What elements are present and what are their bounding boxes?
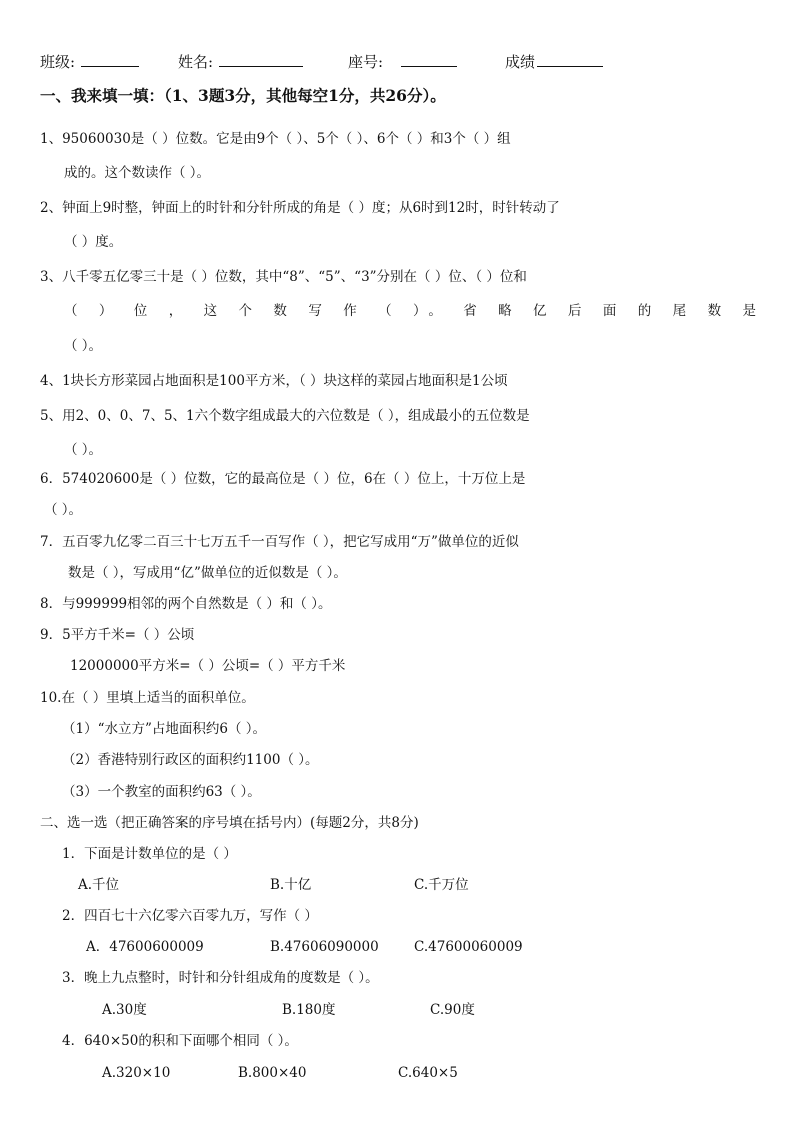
class-blank[interactable] (81, 52, 139, 67)
s2-q4-option-a: A.320×10 (102, 1065, 171, 1081)
q1-line1: 1、95060030是（ ）位数。它是由9个（ ）、5个（ ）、6个（ ）和3个（ ）组 (40, 131, 511, 147)
s2-q2-option-a: A．47600600009 (86, 939, 204, 955)
s2-q2-stem: 2．四百七十六亿零六百零九万，写作（ ） (62, 908, 318, 924)
s2-q1-option-b: B.十亿 (270, 877, 312, 893)
header-score (505, 52, 603, 71)
q8-line1: 8．与999999相邻的两个自然数是（ ）和（ ）。 (40, 596, 332, 612)
q10-line4: （3）一个教室的面积约63（ ）。 (62, 784, 261, 800)
q10-line2: （1）“水立方”占地面积约6（ ）。 (62, 721, 267, 737)
q5-line1: 5、用2、0、0、7、5、1六个数字组成最大的六位数是（ ），组成最小的五位数是 (40, 408, 530, 424)
class-label: 班级: (40, 53, 76, 71)
q2-line1: 2、钟面上9时整，钟面上的时针和分针所成的角是（ ）度；从6时到12时，时针转动了 (40, 200, 560, 216)
q6-line1: 6．574020600是（ ）位数，它的最高位是（ ）位，6在（ ）位上，十万位上是 (40, 471, 526, 487)
q10-line3: （2）香港特别行政区的面积约1100（ ）。 (62, 752, 319, 768)
s2-q3-option-a: A.30度 (102, 1002, 147, 1018)
name-blank[interactable] (219, 52, 303, 67)
s2-q4-option-b: B.800×40 (238, 1065, 307, 1081)
s2-q2-option-b: B.47606090000 (270, 939, 379, 955)
section1-title: 一、我来填一填：（1、3题3分，其他每空1分，共26分）。 (40, 86, 446, 105)
s2-q1-option-a: A.千位 (78, 877, 120, 893)
s2-q4-option-c: C.640×5 (398, 1065, 458, 1081)
header-class (40, 52, 139, 71)
s2-q3-option-b: B.180度 (282, 1002, 336, 1018)
header-name (178, 52, 303, 71)
s2-q3-stem: 3．晚上九点整时，时针和分针组成角的度数是（ ）。 (62, 970, 379, 986)
q7-line2: 数是（ ），写成用“亿”做单位的近似数是（ ）。 (68, 565, 347, 581)
q3-line2: （ ） 位 ， 这 个 数 写 作 （ ）。 省 略 亿 后 面 的 尾 数 是 (64, 303, 756, 319)
header-seat (348, 52, 457, 71)
section2-title: 二、选一选（把正确答案的序号填在括号内）(每题2分，共8分) (40, 815, 419, 831)
s2-q4-stem: 4．640×50的积和下面哪个相同（ ）。 (62, 1033, 298, 1049)
q2-line2: （ ）度。 (64, 234, 123, 250)
q10-line1: 10.在（ ）里填上适当的面积单位。 (40, 690, 255, 706)
q9-line2: 12000000平方米=（ ）公顷=（ ）平方千米 (70, 658, 346, 674)
q9-line1: 9．5平方千米=（ ）公顷 (40, 627, 195, 643)
q6-line2: （ ）。 (44, 502, 83, 518)
q3-line3: （ ）。 (64, 338, 103, 354)
seat-blank[interactable] (401, 52, 457, 67)
s2-q3-option-c: C.90度 (430, 1002, 475, 1018)
s2-q1-stem: 1．下面是计数单位的是（ ） (62, 846, 237, 862)
s2-q1-option-c: C.千万位 (414, 877, 469, 893)
q1-line2: 成的。这个数读作（ ）。 (64, 165, 211, 181)
q5-line2: （ ）。 (64, 442, 103, 458)
q4-line1: 4、1块长方形菜园占地面积是100平方米，（ ）块这样的菜园占地面积是1公顷 (40, 373, 508, 389)
s2-q2-option-c: C.47600060009 (414, 939, 523, 955)
seat-label: 座号: (348, 53, 384, 71)
q3-line1: 3、八千零五亿零三十是（ ）位数，其中“8”、“5”、“3”分别在（ ）位、（ ）位和 (40, 269, 527, 285)
name-label: 姓名: (178, 53, 214, 71)
score-blank[interactable] (537, 52, 603, 67)
score-label: 成绩 (505, 53, 536, 71)
q7-line1: 7．五百零九亿零二百三十七万五千一百写作（ ），把它写成用“万”做单位的近似 (40, 534, 519, 550)
